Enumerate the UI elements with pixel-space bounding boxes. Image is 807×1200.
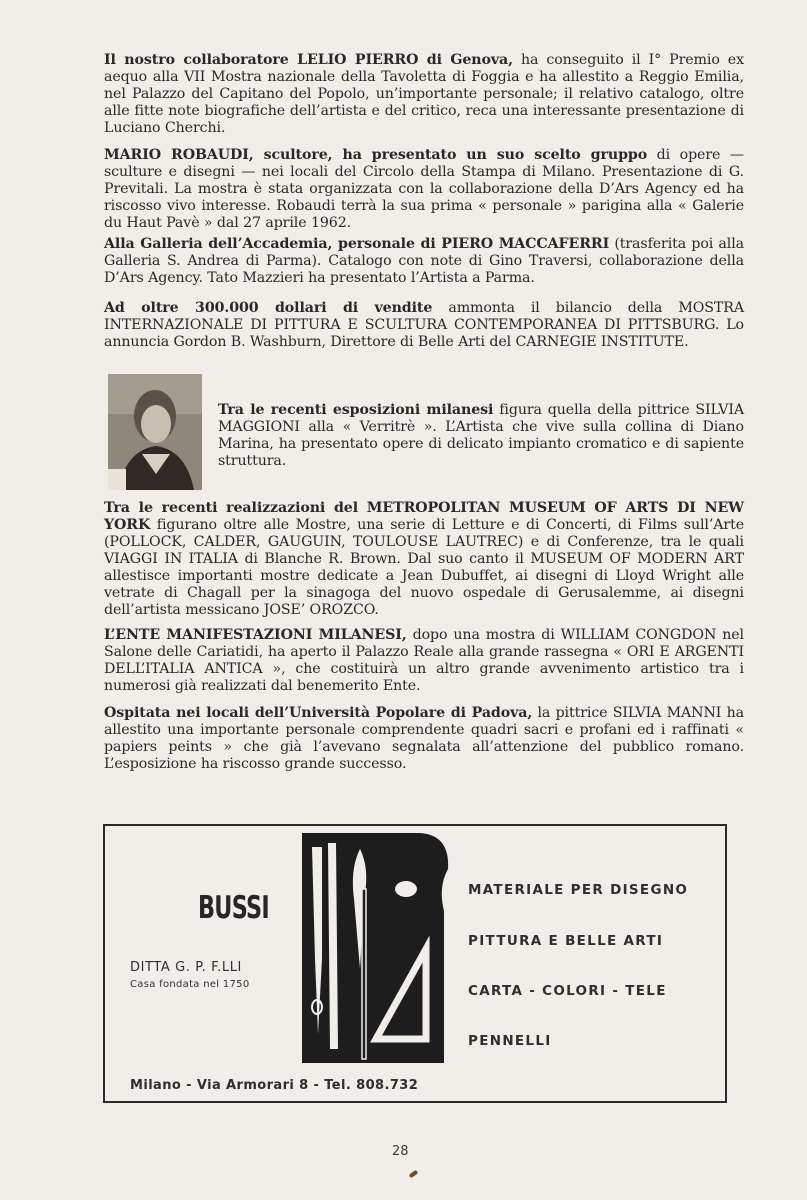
product-line: PITTURA E BELLE ARTI: [468, 933, 664, 949]
news-body: figura quella della pittrice SILVIA MAGGIONI alla « Verritrè ». L’Artista che vive sulla collina di Diano Marina, ha presentato opere di delicato impianto cromatico e di sapiente struttura.: [218, 402, 744, 469]
news-item-robaudi: [104, 147, 744, 232]
news-item-pittsburg: [104, 300, 744, 351]
news-body: di opere — sculture e disegni — nei locali del Circolo della Stampa di Milano. Presentazione di G. Previtali. La mostra è stata organizzata con la collaborazione della D’Ars Agency ed ha riscosso vivo interesse. Robaudi terrà la sua prima « personale » parigina alla « Galerie du Haut Pavè » dal 27 aprile 1962.: [104, 147, 744, 231]
product-line: MATERIALE PER DISEGNO: [468, 882, 689, 898]
company-address: Milano - Via Armorari 8 - Tel. 808.732: [130, 1078, 419, 1093]
news-body: figurano oltre alle Mostre, una serie di Letture e di Concerti, di Films sull’Arte (POLLOCK, CALDER, GAUGUIN, TOULOUSE LAUTREC) e di Conferenze, tra le quali VIAGGI IN ITALIA di Blanche R. Brown. Dal suo canto il MUSEUM OF MODERN ART allestisce importanti mostre dedicate a Jean Dubuffet, ai disegni di Lloyd Wright alle vetrate di Chagall per la sinagoga del nuovo ospedale di Gerusalemme, ai disegni dell’artista messicano JOSE’ OROZCO.: [104, 517, 744, 618]
news-item-padova: [104, 705, 744, 773]
news-lead: MARIO ROBAUDI, scultore, ha presentato un suo scelto gruppo: [104, 147, 648, 163]
founded-note: Casa fondata nel 1750: [130, 979, 250, 990]
artist-portrait-photo: [108, 374, 202, 490]
news-lead: Tra le recenti realizzazioni del METROPOLITAN MUSEUM OF ARTS DI NEW YORK: [104, 500, 744, 533]
news-item-maggioni: [218, 402, 744, 470]
product-line: CARTA - COLORI - TELE: [468, 983, 667, 999]
news-body: la pittrice SILVIA MANNI ha allestito una importante personale comprendente quadri sacri e profani ed i raffinati « papiers peints » che già l’avevano segnalata all’attenzione del pubblico romano. L’esposizione ha riscosso grande successo.: [104, 705, 745, 772]
news-body: ammonta il bilancio della MOSTRA INTERNAZIONALE DI PITTURA E SCULTURA CONTEMPORANEA DI PITTSBURG. Lo annuncia Gordon B. Washburn, Direttore di Belle Arti del CARNEGIE INSTITUTE.: [104, 300, 744, 350]
product-line: PENNELLI: [468, 1033, 552, 1049]
news-item-ente: [104, 627, 744, 695]
bussi-advertisement: [103, 824, 727, 1103]
news-lead: L’ENTE MANIFESTAZIONI MILANESI,: [104, 627, 407, 643]
page-number: 28: [392, 1144, 409, 1159]
ink-mark: [409, 1170, 419, 1178]
news-item-metropolitan: [104, 500, 744, 619]
company-name: DITTA G. P. F.LLI: [130, 960, 242, 975]
news-lead: Alla Galleria dell’Accademia, personale di PIERO MACCAFERRI: [104, 236, 610, 252]
palette-brushes-icon: [288, 829, 458, 1069]
news-lead: Tra le recenti esposizioni milanesi: [218, 402, 494, 418]
news-lead: Il nostro collaboratore LELIO PIERRO di Genova,: [104, 52, 513, 68]
news-body: dopo una mostra di WILLIAM CONGDON nel Salone delle Cariatidi, ha aperto il Palazzo Reale alla grande rassegna « ORI E ARGENTI DELL’ITALIA ANTICA », che costituirà un altro grande avvenimento artistico tra i numerosi già realizzati dal benemerito Ente.: [104, 627, 744, 694]
brand-name: BUSSI: [198, 890, 269, 926]
news-lead: Ospitata nei locali dell’Università Popolare di Padova,: [104, 705, 533, 721]
news-item-pierro: [104, 52, 744, 137]
news-body: (trasferita poi alla Galleria S. Andrea di Parma). Catalogo con note di Gino Traversi, collaborazione della D’Ars Agency. Tato Mazzieri ha presentato l’Artista a Parma.: [104, 236, 745, 286]
news-item-maccaferri: [104, 236, 744, 287]
news-lead: Ad oltre 300.000 dollari di vendite: [104, 300, 433, 316]
news-body: ha conseguito il I° Premio ex aequo alla VII Mostra nazionale della Tavoletta di Foggia e ha allestito a Reggio Emilia, nel Palazzo del Capitano del Popolo, un’importante personale; il relativo catalogo, oltre alle fitte note biografiche dell’artista e del critico, reca una interessante presentazione di Luciano Cherchi.: [104, 52, 744, 136]
